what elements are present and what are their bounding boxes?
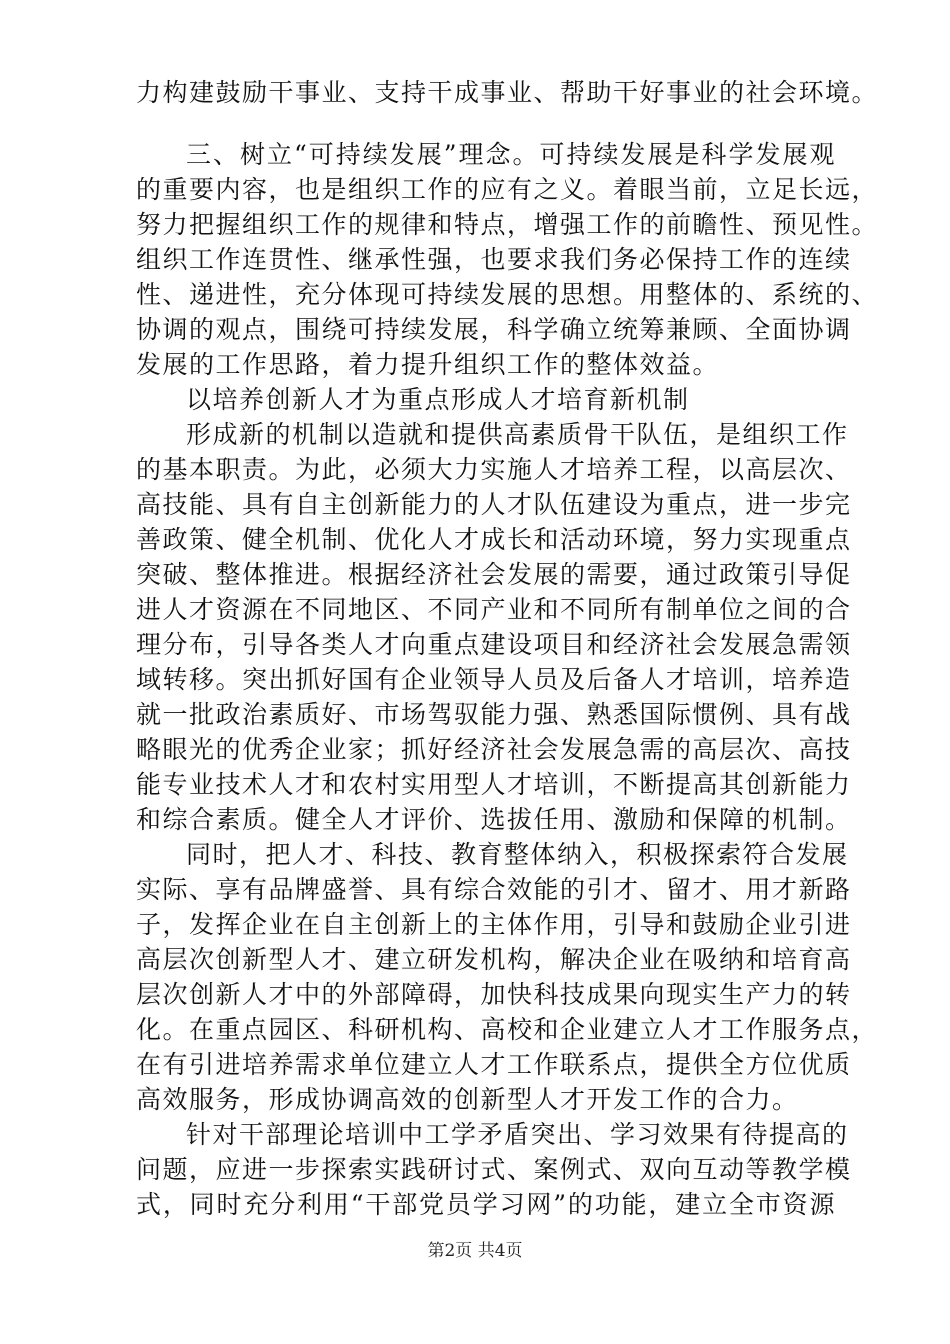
text-line-7: 协调的观点，围绕可持续发展，科学确立统筹兼顾、全面协调 xyxy=(136,315,852,344)
text-line-16: 理分布，引导各类人才向重点建设项目和经济社会发展急需领 xyxy=(136,630,852,659)
text-line-21: 和综合素质。健全人才评价、选拔任用、激励和保障的机制。 xyxy=(136,805,852,834)
text-line-29: 高效服务，形成协调高效的创新型人才开发工作的合力。 xyxy=(136,1085,799,1114)
section-heading: 以培养创新人才为重点形成人才培育新机制 xyxy=(186,385,690,414)
page-footer: 第2页 共4页 xyxy=(427,1241,523,1261)
text-line-14: 突破、整体推进。根据经济社会发展的需要，通过政策引导促 xyxy=(136,560,852,589)
text-line-12: 高技能、具有自主创新能力的人才队伍建设为重点，进一步完 xyxy=(136,490,852,519)
text-line-6: 性、递进性，充分体现可持续发展的思想。用整体的、系统的、 xyxy=(136,280,879,309)
text-line-23: 实际、享有品牌盛誉、具有综合效能的引才、留才、用才新路 xyxy=(136,875,852,904)
text-line-28: 在有引进培养需求单位建立人才工作联系点，提供全方位优质 xyxy=(136,1050,852,1079)
text-line-2: 三、树立“可持续发展”理念。可持续发展是科学发展观 xyxy=(186,140,836,169)
text-line-1: 力构建鼓励干事业、支持干成事业、帮助干好事业的社会环境。 xyxy=(136,78,879,107)
text-line-27: 化。在重点园区、科研机构、高校和企业建立人才工作服务点， xyxy=(136,1015,879,1044)
text-line-17: 域转移。突出抓好国有企业领导人员及后备人才培训，培养造 xyxy=(136,665,852,694)
text-line-8: 发展的工作思路，着力提升组织工作的整体效益。 xyxy=(136,350,720,379)
text-line-32: 式，同时充分利用“干部党员学习网”的功能，建立全市资源 xyxy=(136,1190,836,1219)
text-line-24: 子，发挥企业在自主创新上的主体作用，引导和鼓励企业引进 xyxy=(136,910,852,939)
text-line-3: 的重要内容，也是组织工作的应有之义。着眼当前，立足长远， xyxy=(136,175,879,204)
text-line-20: 能专业技术人才和农村实用型人才培训，不断提高其创新能力 xyxy=(136,770,852,799)
text-line-19: 略眼光的优秀企业家；抓好经济社会发展急需的高层次、高技 xyxy=(136,735,852,764)
text-line-11: 的基本职责。为此，必须大力实施人才培养工程，以高层次、 xyxy=(136,455,852,484)
text-line-18: 就一批政治素质好、市场驾驭能力强、熟悉国际惯例、具有战 xyxy=(136,700,852,729)
text-line-10: 形成新的机制以造就和提供高素质骨干队伍，是组织工作 xyxy=(186,420,849,449)
text-line-5: 组织工作连贯性、继承性强，也要求我们务必保持工作的连续 xyxy=(136,245,852,274)
text-line-31: 问题，应进一步探索实践研讨式、案例式、双向互动等教学模 xyxy=(136,1155,852,1184)
text-line-30: 针对干部理论培训中工学矛盾突出、学习效果有待提高的 xyxy=(186,1120,849,1149)
text-line-25: 高层次创新型人才、建立研发机构，解决企业在吸纳和培育高 xyxy=(136,945,852,974)
text-line-26: 层次创新人才中的外部障碍，加快科技成果向现实生产力的转 xyxy=(136,980,852,1009)
text-line-4: 努力把握组织工作的规律和特点，增强工作的前瞻性、预见性。 xyxy=(136,210,879,239)
text-line-13: 善政策、健全机制、优化人才成长和活动环境，努力实现重点 xyxy=(136,525,852,554)
text-line-15: 进人才资源在不同地区、不同产业和不同所有制单位之间的合 xyxy=(136,595,852,624)
text-line-22: 同时，把人才、科技、教育整体纳入，积极探索符合发展 xyxy=(186,840,849,869)
